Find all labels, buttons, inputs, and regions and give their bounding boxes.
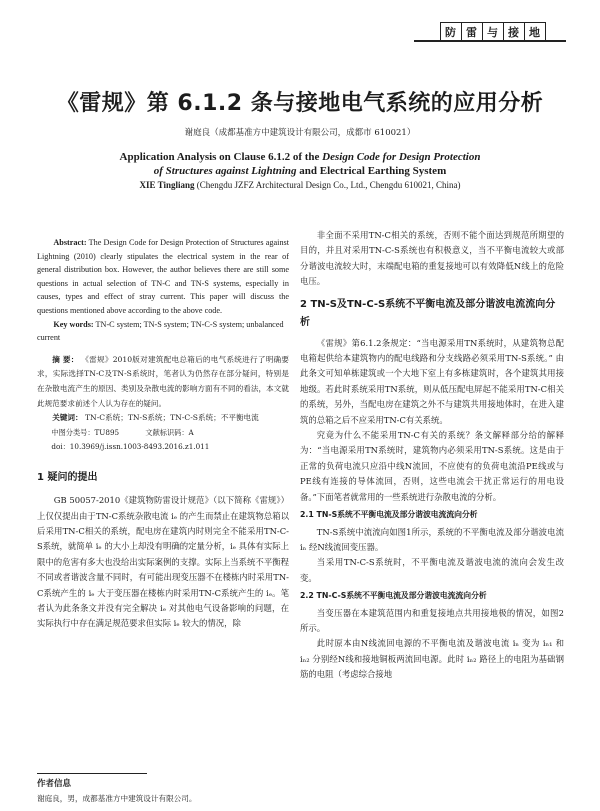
footnote-rule	[37, 773, 147, 774]
doi: doi：10.3969/j.issn.1003-8493.2016.z1.011	[51, 441, 210, 451]
section2-paragraph: 究竟为什么不能采用TN-C有关的系统？条文解释部分给的解释为：“当电源采用TN系统时，建筑物内必须采用TN-S系统。这是由于正常的负荷电流只应沿中线N流回，不应使有的负荷电流沿PE线或与PE线有连接的导体流回，否则，这些电流会干扰正常运行的用电设备。”下面笔者就常用的一些系统进行杂散电流的分析。	[300, 430, 564, 502]
abstract-en-label: Abstract:	[53, 238, 87, 247]
keywords-cn	[37, 411, 289, 426]
subsection-2-1-paragraph: TN-S系统中流流向如图1所示，系统的不平衡电流及部分谐波电流 iₙ 经N线流回变压器。	[300, 526, 564, 552]
subsection-2-1-heading: 2.1 TN-S系统不平衡电流及部分谐波电流流向分析	[300, 510, 478, 520]
abstract-en	[37, 236, 289, 318]
section1-heading: 1 疑问的提出	[37, 471, 98, 483]
author-en-affiliation: (Chengdu JZFZ Architectural Design Co., Ltd., Chengdu 610021, China)	[196, 180, 461, 190]
header-rule	[414, 40, 566, 42]
title-en-part: Application Analysis on Clause 6.1.2 of the	[119, 151, 323, 163]
title-cn: 《雷规》第 6.1.2 条与接地电气系统的应用分析	[56, 91, 544, 116]
abstract-cn	[37, 353, 289, 411]
abstract-cn-text: 《雷规》2010版对建筑配电总箱后的电气系统进行了明确要求，实际选择TN-C及TN-S系统时，笔者认为仍然存在部分疑问，特别是在杂散电流产生的原因、类别及杂散电流的影响方面有不同的看法，本文就此规范要求前述个人认为存在的疑问。	[37, 354, 289, 408]
section1-paragraph: GB 50057-2010《建筑物防雷设计规范》（以下简称《雷规》）上仅仅提出由于TN-C系统杂散电流 iₑ 的产生而禁止在建筑物总箱以后采用TN-C相关的系统，配电房在建筑内时则完全不能采用TN-C-S系统，就简单 iₑ 的大小上却没有明确的定量分析，iₑ 具体有实际上限中的危害有多大也没给出实际案例的支撑。实际上当系统不平衡程不同或者谐波含量不同时，有可能出现变压器不在楼栋内时采用TN-C系统产生的 iₑ 大于变压器在楼栋内时采用TN-C系统产生的 iₑ。笔者认为此条条文并没有完全解决 iₑ 对其他电气设备影响的问题，在实际执行中存在满足规范要求但实际 iₑ 较大的情况，除	[37, 495, 289, 629]
section-header	[440, 22, 545, 42]
keywords-cn-text: TN-C系统；TN-S系统；TN-C-S系统；不平衡电流	[84, 413, 259, 423]
meta-codes	[37, 426, 289, 440]
keywords-en-text: TN-C system; TN-S system; TN-C-S system; unbalanced current	[37, 319, 284, 343]
authors-en	[60, 180, 540, 190]
subsection-2-2-heading: 2.2 TN-C-S系统不平衡电流及部分谐波电流流向分析	[300, 591, 487, 601]
authors-cn: 谢庭良（成都基准方中建筑设计有限公司，成都市 610021）	[184, 128, 416, 138]
title-en-part: and Electrical Earthing System	[296, 165, 447, 177]
keywords-en	[37, 318, 289, 345]
left-column	[37, 236, 289, 632]
section-char: 防	[440, 22, 462, 42]
keywords-en-label: Key words:	[53, 319, 94, 329]
title-en-italic: Design Code for Design Protection	[322, 151, 481, 163]
author-en-name: XIE Tingliang	[139, 180, 195, 190]
abstract-en-text: The Design Code for Design Protection of Structures against Lightning (2010) clearly stipulates the electrical system in the rear of general distribution box. However, the author believes there are still some questions in actual selection of TN-C and TN-S systems, especially in causes, types and effect of stray current. This paper will discuss the questions mentioned above according to the above code.	[37, 238, 289, 315]
section-char: 地	[524, 22, 546, 42]
section2-heading: 2 TN-S及TN-C-S系统不平衡电流及部分谐波电流流向分析	[300, 298, 556, 328]
doc-code: 文献标识码：A	[145, 427, 194, 437]
right-paragraph-top: 非全面不采用TN-C相关的系统，否则不能个面达到规范所期望的目的，并且对采用TN-C-S系统也有积极意义，当不平衡电流较大或部分谐波电流较大时，末端配电箱的重复接地可以有效降低N线上的危险电压。	[300, 230, 564, 287]
section-char: 接	[503, 22, 525, 42]
title-en	[60, 150, 540, 178]
subsection-2-2-paragraph: 此时原本由N线流回电源的不平衡电流及谐波电流 iₙ 变为 iₙ₁ 和 iₙ₂ 分别经N线和接地铜板两流回电源。此时 iₙ₂ 路径上的电阻为基础钢筋的电阻（考虑综合接地	[300, 638, 564, 680]
subsection-2-1-paragraph: 当采用TN-C-S系统时，不平衡电流及谐波电流的流向会发生改变。	[300, 557, 564, 583]
section2-paragraph: 《雷规》第6.1.2条规定：“当电源采用TN系统时，从建筑物总配电箱起供给本建筑物内的配电线路和分支线路必须采用TN-S系统。” 由此条文可知单栋建筑或一个大地下室上有多栋建筑时，各个建筑其用接地级。若此时系统采用TN系统，则从低压配电屏起不能采用TN-C相关的系统，另外，当配电房在建筑之外不与建筑共用接地体时，在进入建筑的总箱之后不应采用TN-C有关系统。	[300, 337, 564, 425]
keywords-cn-label: 关键词：	[52, 413, 83, 423]
right-column	[300, 228, 564, 683]
footnote-text: 谢庭良，男，成都基准方中建筑设计有限公司。	[37, 794, 197, 803]
footnote-label: 作者信息	[37, 779, 72, 789]
clc-code: 中图分类号：TU895	[51, 427, 120, 437]
subsection-2-2-paragraph: 当变压器在本建筑范围内和重复接地点共用接地极的情况，如图2所示。	[300, 607, 564, 633]
section-char: 雷	[461, 22, 483, 42]
section-char: 与	[482, 22, 504, 42]
title-en-italic: of Structures against Lightning	[153, 165, 297, 177]
abstract-cn-label: 摘 要：	[52, 354, 79, 364]
